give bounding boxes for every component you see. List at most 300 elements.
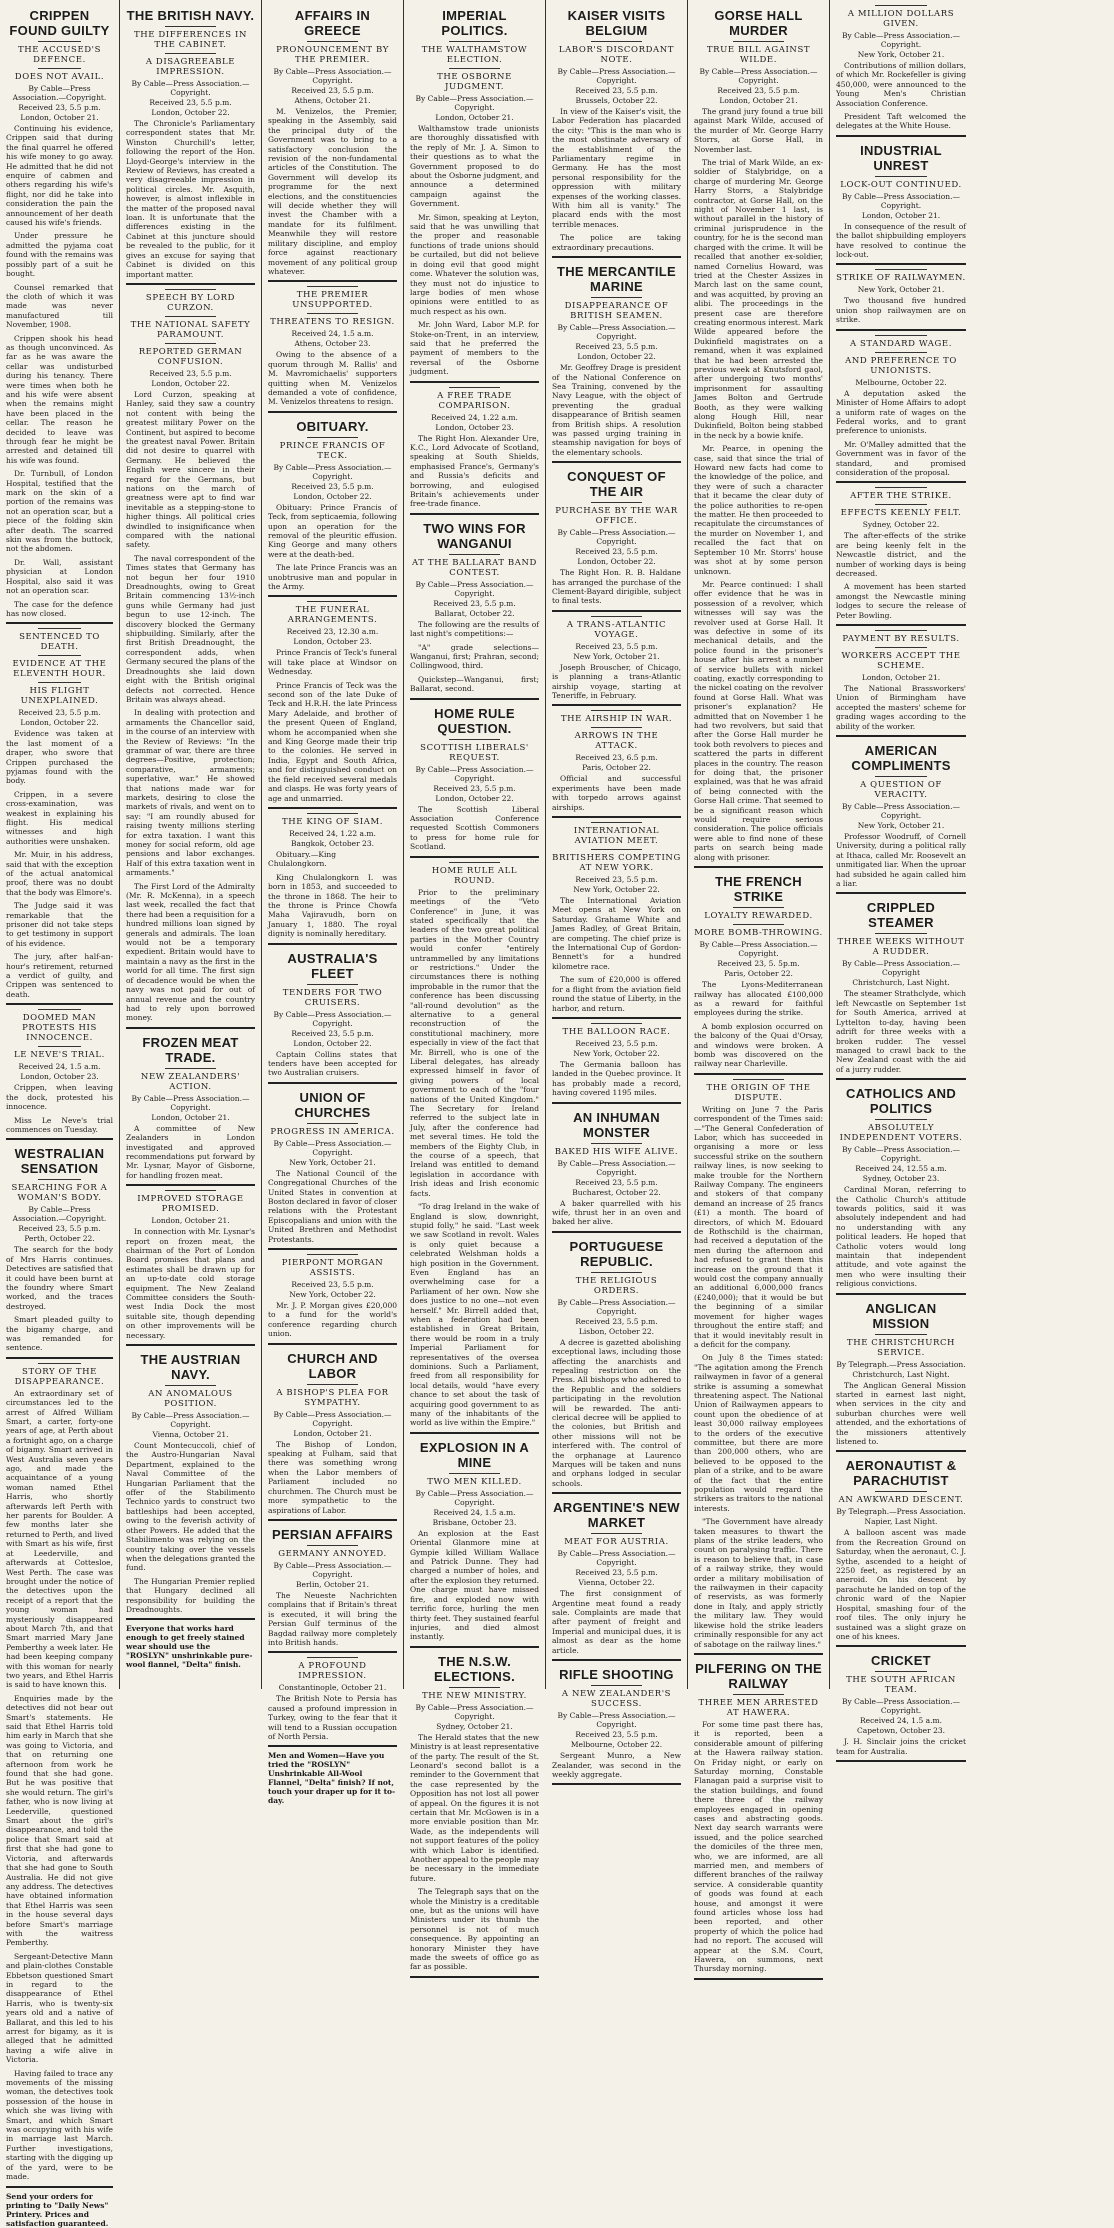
advertisement: Everyone that works hard enough to get freely stained wear should use the "ROSLYN" unshrinkable pure-wool flannel, "Delta" finish. (126, 1624, 253, 1670)
article-paragraph: Walthamstow trade unionists are thoroughly dissatisfied with the reply of Mr. J. A. Simon to their questions as to what the Government proposed to do about the Osborne judgment, and announce a determined campaign against the Government. (410, 124, 539, 209)
article-paragraph: The International Aviation Meet opens at New York on Saturday. Grahame White and James Radley, of Great Britain, are competing. The chief prize is the International Cup of Gordon-Bennett's for a hundred kilometre race. (552, 896, 681, 971)
subheadline: ABSOLUTELY INDEPENDENT VOTERS. (839, 1123, 963, 1144)
subheadline: THE AIRSHIP IN WAR. (560, 714, 673, 725)
article-paragraph: Mr. Pearce continued: I shall offer evidence that he was in possession of a revolver, which witnesses will say was the revolver used at Gorse Hall. It was defective in some of its mechanical details, and the police found in the prisoner's house after his arrest a number of service bullets with nickel coating, exactly corresponding to the nickel coating on the revolver found at Gorse Hall. What was prisoner's explanation? He admitted that on November 1 he had two revolvers, but said that after the Gorse Hall murder he took both revolvers to pieces and scattered the parts in different places in the country. The reason for doing that, the prisoner explained, was that he was afraid of being connected with the Gorse Hall crime. That seemed to be a significant reason which would require serious consideration. The police officials were able to find none of these parts on search being made along with prisoner. (694, 579, 823, 862)
divider (875, 1119, 927, 1120)
article (268, 286, 397, 412)
divider (875, 1671, 927, 1672)
article-separator (836, 329, 966, 331)
article-paragraph: The Hungarian Premier replied that Hungary declined all responsibility for building the Dreadnoughts. (126, 1576, 255, 1614)
article-headline: CHURCH AND LABOR (287, 1350, 378, 1381)
dateline: London, October 22. (293, 1038, 372, 1048)
dateline: London, October 22. (577, 557, 656, 567)
article-separator (410, 381, 539, 383)
dateline: By Cable—Press Association.—Copyright. (415, 764, 534, 783)
dateline: Received 24, 1.5 a.m. (291, 329, 374, 339)
dateline: Bangkok, October 23. (290, 838, 374, 848)
subheadline: MORE BOMB-THROWING. (694, 928, 823, 939)
dateline: Sydney, October 21. (436, 1721, 513, 1731)
article-paragraph: Mr. O'Malley admitted that the Government was in favor of the standard, and promised consideration of the proposal. (836, 439, 966, 477)
article-separator (410, 513, 539, 515)
article-paragraph: Owing to the absence of a quorum through M. Rallis' and M. Mavromichaelis' supporters quitting when M. Venizelos demanded a vote of confidence, M. Venizelos threatens to resign. (268, 350, 397, 407)
article-separator (126, 1618, 255, 1620)
article-paragraph: The naval correspondent of the Times states that Germany has not begun her four 1910 Dreadnoughts, owing to Great Britain commencing 13½-inch guns while Germany had just begun to use 12-inch. The discovery blocked the Germany shipbuilding. Similarly, after the first British Dreadnought, the correspondent adds, when Germany secured the plans of the Dreadnoughts she laid down eight with the British original defects not corrected. Hence Britain was always ahead. (126, 553, 255, 704)
subheadline: HIS FLIGHT UNEXPLAINED. (20, 686, 99, 707)
subheadline: THE KING OF SIAM. (281, 816, 384, 827)
subheadline: EFFECTS KEENLY FELT. (840, 508, 962, 519)
article-paragraph: Writing on June 7 the Paris correspondent of the Times said:—"The General Confederation of Labor, which has succeeded in organising a more or less successful strike on the southern railway lines, is now seeking to make trouble for the Northern Railway Company. The engineers and stokers of that company demand an increase of 25 francs (£1) a month. The board of directors, of which M. Edouard de Rothschild is the chairman, had received a deputation of the men during the afternoon and had refused to grant them this increase on the ground that it would cost the company annually an additional 6,000,000 francs (£240,000); that it would be but the beginning of a similar movement for higher wages throughout the entire staff; and that it would inevitably result in a deficit for the company. (694, 1104, 823, 1349)
article-paragraph: Lord Curzon, speaking at Hanley, said they saw a country not content with being the greatest military Power on the Continent, but aspired to become the greatest naval Power. Britain did not desire to quarrel with Germany. He believed the English were sincere in their regard for the Germans, but nations on the march of greatness were apt to find war inevitable as a stepping-stone to higher things. All political cries dwindled to insignificance when compared with the national safety. (126, 389, 255, 550)
article (268, 1657, 397, 1747)
article-separator (268, 411, 397, 413)
article-paragraph: A baker quarrelled with his wife, thrust her in an oven and baked her alive. (552, 1198, 681, 1227)
article-headline: IMPERIAL POLITICS. (441, 8, 508, 38)
subheadline: PRINCE FRANCIS OF TECK. (279, 440, 386, 461)
divider (449, 1687, 501, 1688)
dateline: Received 23, 5. 5p.m. (717, 959, 800, 969)
subheadline: THE ORIGIN OF THE DISPUTE. (706, 1082, 811, 1103)
dateline: Sydney, October 22. (862, 520, 940, 530)
article-separator (836, 481, 966, 483)
article-separator (126, 1344, 255, 1346)
article-paragraph: The jury, after half-an-hour's retirement, returned a verdict of guilty, and Crippen was sentenced to death. (6, 952, 113, 999)
article-separator (836, 1450, 966, 1452)
divider (38, 1363, 81, 1364)
article-paragraph: Smart pleaded guilty to the bigamy charge, and was remanded for sentence. (6, 1315, 113, 1353)
divider (591, 1533, 643, 1534)
dateline: London, October 23. (293, 637, 372, 647)
divider (875, 776, 927, 777)
article-paragraph: Miss Le Neve's trial commences on Tuesday. (6, 1115, 113, 1134)
article (410, 706, 539, 858)
dateline: New York, October 22. (573, 885, 660, 895)
dateline: Paris, October 22. (582, 763, 651, 773)
dateline: By Cable—Press Association.—Copyright. (131, 1411, 250, 1430)
dateline: Received 23, 5.5 p.m. (291, 1028, 374, 1038)
article-paragraph: J. H. Sinclair joins the cricket team for Australia. (836, 1737, 966, 1756)
divider (165, 316, 217, 317)
article-paragraph: A decree is gazetted abolishing exceptional laws, including those affecting the anarchists and repealing restriction on the Press. All bishops who adhered to the Republic and the soldiers participating in the revolution will be rewarded. The anti-clerical decree will be applied to the colonies, but British and other missions will not be interfered with. The control of the orphanage at Laurenco Marques will be taken and nuns and orphans lodged in secular schools. (552, 1337, 681, 1488)
article-headline: PORTUGUESE REPUBLIC. (569, 1238, 664, 1269)
article (126, 1190, 255, 1346)
dateline: Received 23, 5.5 p.m. (575, 1177, 658, 1187)
article-separator (694, 866, 823, 868)
subheadline: THE NEW MINISTRY. (422, 1690, 527, 1701)
subheadline: SENTENCED TO DEATH. (19, 632, 100, 653)
article-headline: THE MERCANTILE MARINE (556, 264, 677, 295)
dateline: London, October 22. (435, 793, 514, 803)
subheadline: THE RELIGIOUS ORDERS. (575, 1275, 658, 1296)
subheadline: THE SOUTH AFRICAN TEAM. (846, 1675, 956, 1696)
article-paragraph: Mr. Pearce, in opening the case, said that since the trial of Howard new facts had come to the knowledge of the police, and they were of such a character that it became the clear duty of the police authorities to re-open the matter. He then proceeded to recapitulate the circumstances of the murder on November 1, and recalled the fact that on September 10 Mr. Storrs' house was shot at by some person unknown. (694, 444, 823, 576)
divider (875, 335, 927, 336)
subheadline: LOYALTY REWARDED. (704, 911, 813, 922)
divider (449, 41, 501, 42)
advertisement: Send your orders for printing to "Daily News" Printery. Prices and satisfaction guaranteed. (6, 2191, 109, 2228)
article (694, 1079, 823, 1655)
article-separator (410, 1976, 539, 1978)
article-paragraph: "The Government have already taken measures to thwart the plans of the strike leaders, who count on paralysing traffic. There is reason to believe that, in case of a railway strike, they would order a military mobilisation of the railwaymen in their capacity of reservists, as was formerly done in Italy, and apply strictly the military law. They would likewise hold the strike leaders criminally responsible for any act of sabotage on the railway lines." (694, 1517, 823, 1649)
dateline: Received 23, 5.5 p.m. (18, 103, 101, 112)
column-3 (262, 0, 404, 1806)
article-separator (268, 1082, 397, 1084)
article-headline: HOME RULE QUESTION. (434, 705, 515, 736)
article-paragraph: President Taft welcomed the delegates at the White House. (836, 112, 966, 131)
dateline: By Cable—Press Association.—Copyright. (131, 1093, 250, 1112)
article-separator (6, 2186, 113, 2188)
article-headline: PERSIAN AFFAIRS (271, 1526, 394, 1542)
dateline: By Cable—Press Association.—Copyright. (699, 940, 818, 959)
column-6 (688, 0, 830, 1974)
dateline: Received 23, 6.5 p.m. (575, 753, 658, 763)
dateline: Bucharest, October 22. (572, 1187, 661, 1197)
dateline: London, October 21. (293, 1428, 372, 1438)
dateline: London, October 21. (20, 113, 99, 122)
article-separator (552, 1231, 681, 1233)
article-headline: CONQUEST OF THE AIR (567, 469, 666, 500)
article (836, 630, 966, 737)
divider (591, 849, 643, 850)
article (694, 8, 823, 868)
article-separator (410, 698, 539, 700)
dateline: New York, October 21. (289, 1157, 376, 1167)
dateline: By Cable—Press Association.—Copyright. (12, 84, 107, 102)
divider (307, 1254, 359, 1255)
article-paragraph: Sergeant-Detective Mann and plain-clothes Constable Ebbetson questioned Smart in regard to the disappearance of Ethel Harris, who is twenty-six years old and a native of Ballarat, and this led to his arrest for bigamy, as it is alleged that he admitted having a wife alive in Victoria. (6, 1951, 113, 2065)
dateline: By Cable—Press Association.—Copyright. (557, 1158, 676, 1177)
divider (591, 1272, 643, 1273)
article-separator (836, 624, 966, 626)
subheadline: A STANDARD WAGE. (849, 338, 953, 349)
article-paragraph: Prince Francis of Teck's funeral will take place at Windsor on Wednesday. (268, 648, 397, 677)
dateline: By Cable—Press Association.—Copyright. (273, 1138, 392, 1157)
article-headline: RIFLE SHOOTING (559, 1667, 674, 1683)
subheadline: AND PREFERENCE TO UNIONISTS. (845, 355, 957, 376)
divider (591, 1023, 643, 1024)
subheadline: A TRANS-ATLANTIC VOYAGE. (566, 619, 667, 640)
article-paragraph: Crippen shook his head as though unconvinced. As far as he was aware the cellar was undisturbed during his tenancy. There were times when both he and his wife were absent when the remains might have been placed in the cellar. The reason he decided to leave was through fear he might be arrested and detained till his wife was found. (6, 333, 113, 465)
dateline: Ballarat, October 22. (434, 608, 515, 618)
subheadline: TWO MEN KILLED. (427, 1476, 522, 1487)
dateline: Received 24, 1.22 a.m. (289, 828, 376, 838)
divider (875, 352, 927, 353)
dateline: By Cable—Press Association.—Copyright. (273, 1409, 392, 1428)
article-paragraph: The trial of Mark Wilde, an ex-soldier of Stalybridge, on a charge of murdering Mr. George Harry Storrs, a Stalybridge contractor, at Gorse Hall, on the night of November 1 last, is without parallel in the history of criminal jurisprudence in the country, for he is the second man charged with the crime. It will be recalled that another ex-soldier, named Cornelius Howard, was tried at the Chester Assizes in March last on the same count, and was acquitted, by proving an alibi. The proceedings in the present case are therefore creating enormous interest. Mark Wilde appeared before the Dukinfield magistrates on a remand, when it was explained that he had been arrested the previous week at Knutsford gaol, after undergoing two months' imprisonment for assaulting James Bolton and Gertrude Booth, as they were walking along Hough Hill, near Dukinfield, Bolton being stabbed in the neck by a bowie knife. (694, 158, 823, 440)
article-paragraph: For some time past there has, it is reported, been a considerable amount of pilfering at the Hawera railway station. On Friday night, or early on Saturday morning, Constable Flanagan paid a surprise visit to the station buildings, and found there three of the railway employees engaged in opening cases and abstracting goods. Next day search warrants were issued, and the police searched the domiciles of the three men, who, we are informed, are all married men, and members of different branches of the railway service. A considerable quantity of goods was found at each house, and amongst it were found articles whose loss had been reported, and other property of which the police had had no report. The accused will appear at the S.M. Court, Hawera, on summons, next Thursday morning. (694, 1719, 823, 1974)
divider (449, 68, 501, 69)
divider (733, 924, 785, 925)
dateline: By Cable—Press Association.—Copyright. (131, 79, 250, 97)
article (126, 1035, 255, 1186)
article-headline: KAISER VISITS BELGIUM (567, 8, 666, 38)
article-paragraph: The sum of £20,000 is offered for a flight from the aviation field round the statue of Liberty, in the harbor, and return. (552, 975, 681, 1013)
divider (875, 487, 927, 488)
article-paragraph: In connection with Mr. Lysnar's report on frozen meat, the chairman of the Port of London Board promises that plans and estimates shall be drawn up for an up-to-date cold storage equipment. The New Zealand Committee considers the South-west India Dock the most suitable site, though depending on other improvements will be necessary. (126, 1227, 255, 1340)
divider (307, 41, 359, 42)
divider (165, 289, 217, 290)
subheadline: A DISAGREEABLE IMPRESSION. (145, 57, 236, 77)
dateline: Berlin, October 21. (296, 1579, 369, 1589)
dateline: By Cable—Press Association.—Copyright. (842, 1145, 960, 1164)
article (6, 1363, 113, 2188)
article-paragraph: The Telegraph says that on the whole the Ministry is a creditable one, but as the unions will have Ministers under its thumb the personnel is not of much consequence. By appointing an honorary Minister they have made the sweets of office go as far as possible. (410, 1887, 539, 1972)
divider (165, 1190, 217, 1191)
dateline: Received 23, 5.5 p.m. (291, 1280, 374, 1290)
article-paragraph: Dr. Wall, assistant physician at London Hospital, also said it was not an operation scar. (6, 557, 113, 596)
dateline: Received 23, 5.5 p.m. (291, 481, 374, 491)
divider (307, 286, 359, 287)
subheadline: LOCK-OUT CONTINUED. (840, 179, 962, 190)
dateline: Capetown, October 23. (856, 1726, 945, 1736)
dateline: London, October 22. (577, 352, 656, 362)
divider (591, 822, 643, 823)
dateline: By Cable—Press Association.—Copyright. (273, 1009, 392, 1028)
article (694, 1661, 823, 1980)
article-paragraph: "A" grade selections—Wanganui, first; Prahran, second; Collingwood, third. (410, 642, 539, 671)
subheadline: STRIKE OF RAILWAYMEN. (836, 273, 966, 284)
dateline: London, October 22. (20, 718, 99, 728)
divider (591, 727, 643, 728)
subheadline: INTERNATIONAL AVIATION MEET. (573, 826, 660, 847)
article-headline: THE N.S.W. ELECTIONS. (433, 1653, 515, 1684)
subheadline: AFTER THE STRIKE. (850, 491, 952, 502)
article (552, 710, 681, 818)
article (6, 8, 113, 624)
subheadline: DISAPPEARANCE OF BRITISH SEAMEN. (564, 301, 669, 322)
article-paragraph: In view of the Kaiser's visit, the Labor Federation has placarded the city: "This is the man who is the most obstinate adversary of the establishment of the Parliamentary regime in Germany. He has the most personal responsibility for the oppression with military expenses of the working classes. With him all is vanity." The placard ends with the most terrible menaces. (552, 107, 681, 229)
dateline: Melbourne, October 22. (855, 377, 947, 387)
dateline: Received 23, 5.5 p.m. (575, 641, 658, 651)
dateline: Athens, October 23. (294, 339, 371, 349)
subheadline: PROGRESS IN AMERICA. (270, 1126, 395, 1137)
subheadline: A MILLION DOLLARS GIVEN. (847, 9, 955, 29)
article-separator (552, 1017, 681, 1019)
divider (165, 53, 217, 54)
dateline: New York, October 21. (573, 651, 660, 661)
divider (38, 682, 81, 683)
dateline: Received 23, 5.5 p.m. (575, 875, 658, 885)
article-separator (268, 943, 397, 945)
article-paragraph: Quickstep—Wanganui, first; Ballarat, second. (410, 674, 539, 694)
divider (449, 554, 501, 555)
divider (307, 1545, 359, 1546)
divider (591, 41, 643, 42)
dateline: Athens, October 21. (294, 96, 371, 105)
article-headline: CRIPPEN FOUND GUILTY (9, 8, 110, 38)
divider (449, 387, 501, 388)
dateline: Received 23, 5.5 p.m. (575, 1038, 658, 1048)
article-headline: CRIPPLED STEAMER (866, 900, 936, 931)
divider (591, 710, 643, 711)
dateline: Received 23, 5.5 p.m. (433, 783, 516, 793)
article-paragraph: The case for the defence has now closed. (6, 599, 113, 618)
divider (307, 1384, 359, 1385)
dateline: Received 23, 5.5 p.m. (149, 98, 232, 107)
divider (38, 68, 81, 69)
article-separator (552, 1102, 681, 1104)
divider (449, 739, 501, 740)
subheadline: BRITISHERS COMPETING AT NEW YORK. (552, 853, 681, 874)
column-2 (120, 0, 262, 1689)
dateline: Melbourne, October 22. (570, 1740, 663, 1750)
article-separator (836, 1293, 966, 1295)
article (552, 264, 681, 463)
divider (38, 41, 81, 42)
article-paragraph: An extraordinary set of circumstances led to the arrest of Alfred William Smart, a carter, forty-one years of age, at Perth about a fortnight ago, on a charge of bigamy. Smart arrived in West Australia seven years ago, and made the acquaintance of a young woman named Ethel Harris, who shortly afterwards left Perth with her parents for Boulder. A few months later she returned to Perth, and lived with Smart as his wife, first at Leederville, and afterwards at Cottesloe, West Perth. The case was brought under the notice of the detectives upon the receipt of a report that the young woman had mysteriously disappeared about March 7th, and that Smart married Mary Jane Pemberthy a week later. He had been keeping company with this woman for nearly two years, and Ethel Harris is said to have known this. (6, 1388, 113, 1690)
article-paragraph: Mr. John Ward, Labor M.P. for Stoke-on-Trent, in an interview, said that he preferred the payment of members to the reversal of the Osborne judgment. (410, 320, 539, 377)
divider (165, 26, 217, 27)
article (836, 743, 966, 894)
subheadline: THE PREMIER UNSUPPORTED. (292, 290, 373, 311)
article-paragraph: The steamer Strathclyde, which left Newcastle on September 1st for South America, arrived at Lyttelton to-day, having been adrift for three weeks with a broken rudder. The vessel managed to crawl back to the New Zealand coast with the aid of a jurry rudder. (836, 989, 966, 1074)
article-paragraph: Obituary.—King Chulalongkorn. (268, 849, 337, 869)
article (552, 1239, 681, 1495)
dateline: Received 23, 5.5 p.m. (575, 1730, 658, 1740)
dateline: Received 24, 1.5 a.m. (433, 1507, 516, 1517)
article-paragraph: Sergeant Munro, a New Zealander, was second in the weekly aggregate. (552, 1751, 681, 1779)
article-separator (6, 1138, 113, 1140)
divider (307, 601, 359, 602)
divider (591, 297, 643, 298)
article (268, 419, 397, 598)
article-paragraph: Captain Collins states that tenders have been accepted for two Australian cruisers. (268, 1049, 397, 1078)
article-separator (552, 610, 681, 612)
article (268, 1254, 397, 1345)
subheadline: TRUE BILL AGAINST WILDE. (706, 45, 811, 65)
article-separator (410, 1646, 539, 1648)
dateline: Received 23, 5.5 p.m. (575, 342, 658, 352)
dateline: By Cable—Press Association.—Copyright. (842, 1697, 960, 1716)
article (552, 1023, 681, 1104)
article-separator (6, 1003, 113, 1005)
article-paragraph: The following are the results of last night's competitions:— (410, 619, 539, 639)
article-paragraph: The British Note to Persia has caused a profound impression in Turkey, owing to the fear that it will tend to a Russian occupation of North Persia. (268, 1694, 397, 1741)
article-paragraph: The First Lord of the Admiralty (Mr. R. McKenna), in a speech last week, recalled the fact that there had been a requisition for a hundred millions loan signed by generals and admirals. The loan would not be a temporary expedient. Britain would have to maintain a navy as the first in the world for all time. The first sign of decadence would be when the navy was not paid for out of annual revenue and the country had to rely upon borrowed money. (126, 881, 255, 1023)
subheadline: NEW ZEALANDERS' ACTION. (140, 1071, 241, 1092)
dateline: London, October 23. (20, 1072, 99, 1082)
article-headline: CATHOLICS AND POLITICS (845, 1086, 957, 1117)
dateline: By Cable—Press Association.—Copyright. (842, 31, 960, 49)
subheadline: LABOR'S DISCORDANT NOTE. (558, 45, 675, 65)
article-headline: PILFERING ON THE RAILWAY (695, 1660, 822, 1691)
article (552, 1500, 681, 1661)
article-separator (410, 1432, 539, 1434)
article-paragraph: Cardinal Moran, referring to the Catholic Church's attitude towards politics, said it was absolutely independent and had no understanding with any political leaders. He hoped that Catholic voters would long maintain that independent attitude, and vote against the men who were insulting their religious convictions. (836, 1185, 966, 1289)
dateline: By Cable—Press Association.—Copyright. (273, 67, 392, 85)
dateline: Napier, Last Night. (864, 1517, 938, 1527)
article-headline: CRICKET (871, 1653, 931, 1669)
article-headline: THE AUSTRIAN NAVY. (140, 1352, 241, 1383)
subheadline: WORKERS ACCEPT THE SCHEME. (841, 651, 961, 671)
article (268, 1090, 397, 1250)
article-separator (694, 1073, 823, 1075)
dateline: London, October 21. (151, 1216, 230, 1226)
dateline: By Cable—Press Association.—Copyright. (557, 1711, 676, 1730)
divider (733, 41, 785, 42)
dateline: Received 23, 5.5 p.m. (433, 598, 516, 608)
dateline: Paris, October 22. (724, 969, 793, 979)
article-separator (268, 1248, 397, 1250)
dateline: By Telegraph.—Press Association. (836, 1359, 966, 1369)
article (410, 8, 539, 383)
article-separator (126, 283, 255, 285)
divider (38, 628, 81, 629)
dateline: By Cable—Press Association.—Copyright. (273, 1560, 392, 1579)
divider (307, 813, 359, 814)
article (836, 1086, 966, 1294)
article-separator (836, 735, 966, 737)
article (836, 487, 966, 626)
divider (307, 1657, 359, 1658)
article-separator (6, 622, 113, 624)
divider (875, 933, 927, 934)
dateline: London, October 21. (435, 113, 514, 122)
article-paragraph: Dr. Turnbull, of London Hospital, testified that the mark on the skin of a portion of the remains was not an operation scar, but a piece of the folding skin after death. The scarred skin was from the buttock, not the abdomen. (6, 469, 113, 554)
dateline: London, October 21. (719, 96, 798, 105)
article-paragraph: The Bishop of London, speaking at Fulham, said that there was something wrong when the Labor members of Parliament included no churchmen. The Church must be more sympathetic to the aspirations of Labor. (268, 1439, 397, 1515)
subheadline: HOME RULE ALL ROUND. (431, 865, 518, 886)
dateline: Received 23, 5.5 p.m. (149, 368, 232, 378)
article-headline: UNION OF CHURCHES (294, 1089, 371, 1120)
article (268, 951, 397, 1084)
article (836, 335, 966, 484)
dateline: By Cable—Press Association.—Copyright. (699, 67, 818, 85)
subheadline: AN AWKWARD DESCENT. (838, 1495, 964, 1506)
advertisement: Men and Women—Have you tried the "ROSLYN" Unshrinkable All-Wool Flannel, "Delta" finish? If not, touch your draper up for it to-day. (268, 1751, 396, 1806)
dateline: By Telegraph.—Press Association. (836, 1507, 966, 1517)
article-separator (268, 807, 397, 809)
dateline: Received 24, 1.22 a.m. (431, 412, 518, 422)
article (6, 1146, 113, 1358)
article (836, 900, 966, 1080)
subheadline: A PROFOUND IMPRESSION. (298, 1661, 367, 1682)
article-paragraph: In dealing with protection and armaments the Chancellor said, in the course of an interview with the Review of Reviews: "In the grammar of war, there are three degrees—Positive, protection; comparative, armaments; superlative, war." He showed that nations made war for markets, desiring to close the markets of rivals, and went on to say: "I am roundly abused for raising twenty millions sterling for extra taxation. I want this money for social reform, old age pensions and labor exchanges. Half of this extra taxation went in armaments." (126, 708, 255, 878)
article (552, 616, 681, 707)
dateline: Received 24, 1.5 a.m. (860, 1716, 942, 1726)
article-headline: FROZEN MEAT TRADE. (142, 1034, 239, 1065)
subheadline: LE NEVE'S TRIAL. (14, 1050, 105, 1061)
subheadline: SEARCHING FOR A WOMAN'S BODY. (11, 1183, 108, 1204)
divider (591, 1685, 643, 1686)
article-separator (552, 1783, 681, 1785)
article-paragraph: The first consignment of Argentine meat found a ready sale. Complaints are made that after payment of freight and Imperial and municipal dues, it is almost as dear as the home article. (552, 1589, 681, 1655)
article-separator (268, 1651, 397, 1653)
article-paragraph: The Right Hon. R. B. Haldane has arranged the purchase of the Clement-Bayard dirigible, subject to final tests. (552, 568, 681, 606)
article (126, 8, 255, 285)
divider (875, 1491, 927, 1492)
dateline: Received 23, 5.5 p.m. (575, 1568, 658, 1578)
article-paragraph: Counsel remarked that the cloth of which it was made was never manufactured till November, 1908. (6, 282, 113, 330)
article (836, 5, 966, 137)
article-separator (836, 892, 966, 894)
article-separator (268, 280, 397, 282)
divider (733, 1079, 785, 1080)
dateline: Received 23, 5.5 p.m. (717, 86, 800, 95)
subheadline: PIERPONT MORGAN ASSISTS. (281, 1258, 384, 1279)
article-paragraph: A deputation asked the Minister of Home Affairs to adopt a uniform rate of wages on the Federal works, and to grant preference to unionists. (836, 388, 966, 436)
divider (591, 616, 643, 617)
dateline: London, October 22. (151, 108, 230, 117)
subheadline: THREE MEN ARRESTED AT HAWERA. (698, 1697, 819, 1718)
article (694, 874, 823, 1075)
article-separator (410, 856, 539, 858)
subheadline: AN ANOMALOUS POSITION. (148, 1389, 233, 1410)
article-paragraph: The search for the body of Mrs Harris continues. Detectives are satisfied that it could have been burnt at the foundry where Smart worked, and the traces destroyed. (6, 1245, 113, 1311)
dateline: Christchurch, Last Night. (852, 1369, 950, 1379)
article-paragraph: The police are taking extraordinary precautions. (552, 233, 681, 252)
article (268, 1527, 397, 1653)
dateline: Received 23, 5.5 p.m. (575, 1316, 658, 1326)
